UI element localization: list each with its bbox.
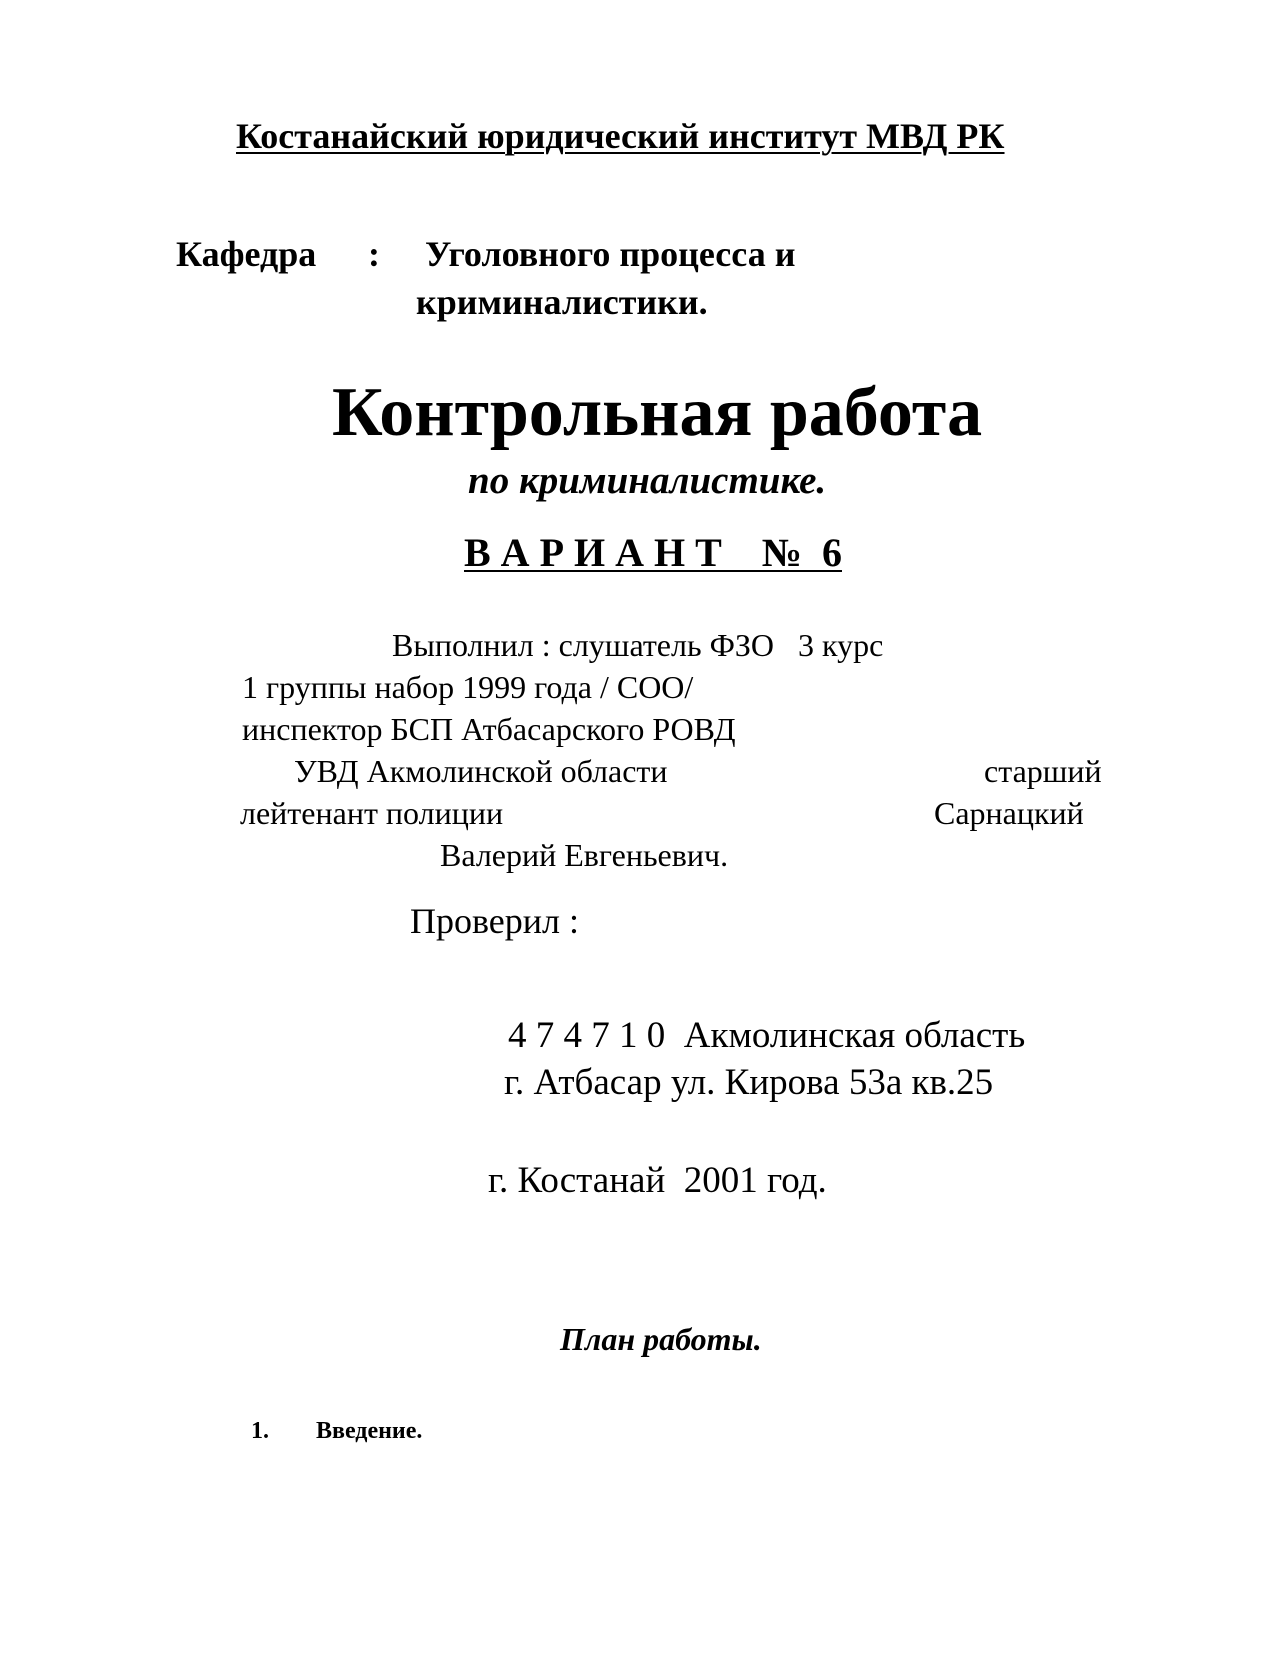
department-name-line1: Уголовного процесса и xyxy=(425,234,796,274)
author-line-2: 1 группы набор 1999 года / СОО/ xyxy=(242,669,694,705)
author-line-4-left: УВД Акмолинской области xyxy=(294,753,668,789)
address-line-1: 4 7 4 7 1 0 Акмолинская область xyxy=(508,1015,1026,1056)
variant-number: В А Р И А Н Т № 6 xyxy=(464,530,842,575)
institute-name: Костанайский юридический институт МВД РК xyxy=(236,116,1005,156)
department-colon: : xyxy=(368,234,380,274)
author-line-6: Валерий Евгеньевич. xyxy=(440,837,729,873)
plan-item-number: 1. xyxy=(251,1418,269,1444)
author-line-1: Выполнил : слушатель ФЗО 3 курс xyxy=(392,627,884,663)
author-line-5-left: лейтенант полиции xyxy=(240,795,504,831)
department-name-line2: криминалистики. xyxy=(416,282,708,322)
author-line-3: инспектор БСП Атбасарского РОВД xyxy=(242,711,736,747)
plan-title: План работы. xyxy=(560,1321,762,1357)
plan-item-label: Введение. xyxy=(316,1418,423,1444)
document-title: Контрольная работа xyxy=(332,374,983,451)
department-label: Кафедра xyxy=(176,234,317,274)
author-line-5-right: Сарнацкий xyxy=(934,795,1084,831)
city-year: г. Костанай 2001 год. xyxy=(488,1160,827,1201)
address-line-2: г. Атбасар ул. Кирова 53а кв.25 xyxy=(504,1062,994,1103)
reviewer-label: Проверил : xyxy=(410,901,579,941)
author-line-4-right: старший xyxy=(984,753,1102,789)
document-subtitle: по криминалистике. xyxy=(468,459,827,502)
